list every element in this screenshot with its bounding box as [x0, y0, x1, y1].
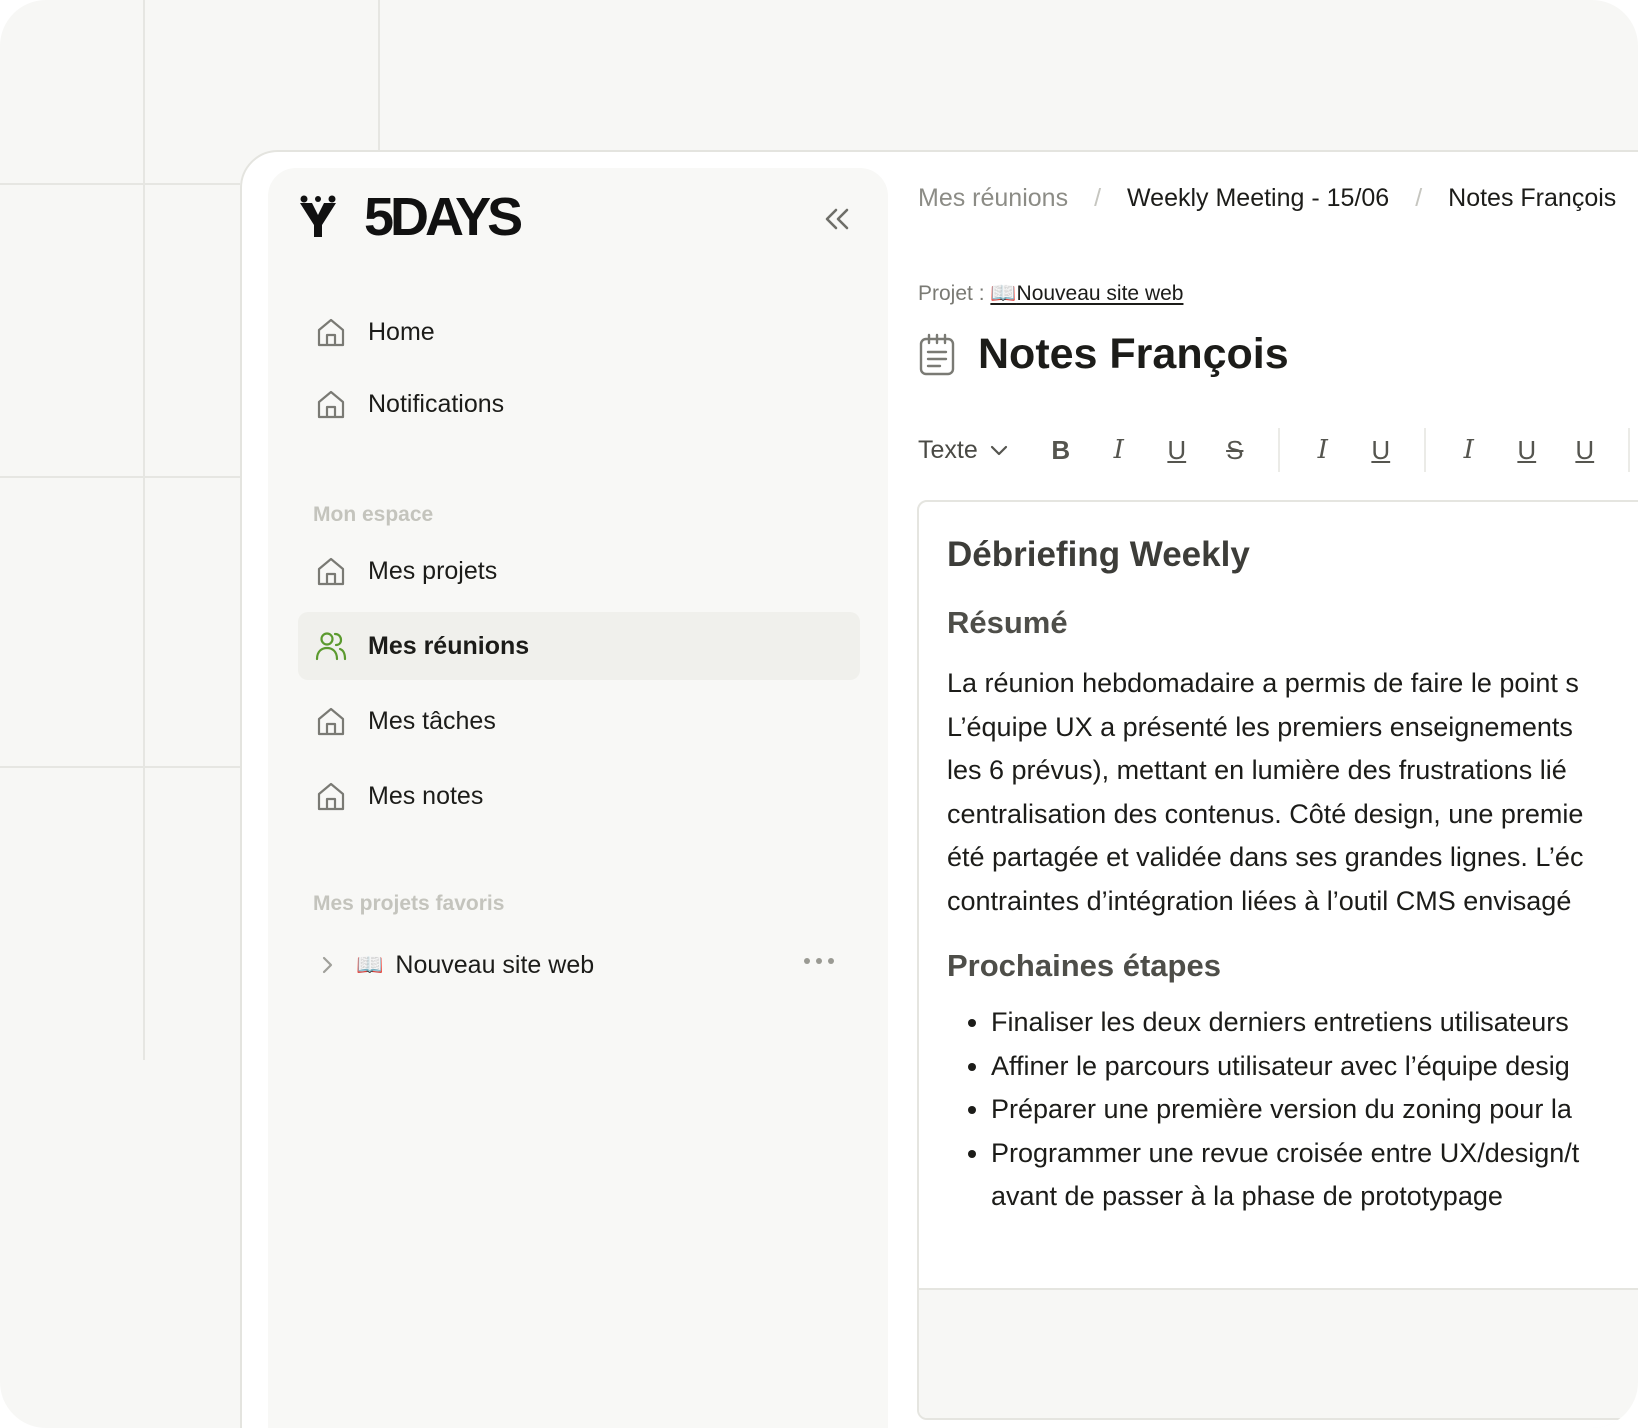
- formatting-toolbar: [918, 428, 1638, 472]
- summary-line: les 6 prévus), mettant en lumière des frustrations lié: [947, 755, 1567, 785]
- strikethrough-button[interactable]: S: [1226, 434, 1244, 465]
- breadcrumb: [918, 184, 1616, 213]
- home-icon: [314, 779, 348, 813]
- favorite-project-label: Nouveau site web: [395, 950, 595, 979]
- sidebar-item-label: Notifications: [368, 389, 505, 418]
- grid-line: [378, 0, 380, 150]
- note-editor[interactable]: [917, 500, 1638, 1420]
- project-link-label: Nouveau site web: [1016, 282, 1184, 305]
- chevron-down-icon: [986, 440, 1012, 460]
- toolbar-divider: [1424, 428, 1426, 472]
- home-icon: [314, 315, 348, 349]
- chevron-right-icon[interactable]: [312, 954, 342, 976]
- sidebar-item-mes-projets[interactable]: [298, 537, 860, 605]
- italic-button[interactable]: I: [1113, 435, 1124, 465]
- summary-line: centralisation des contenus. Côté design, une premie: [947, 798, 1584, 829]
- sidebar-item-label: Mes tâches: [368, 706, 496, 735]
- favorite-project-item[interactable]: [312, 940, 852, 990]
- bold-button[interactable]: B: [1051, 434, 1071, 465]
- section-label-mon-espace: Mon espace: [313, 503, 434, 526]
- page-title: Notes François: [978, 330, 1289, 378]
- grid-line: [0, 183, 240, 185]
- project-link[interactable]: [990, 282, 1183, 305]
- sidebar-item-label: Mes notes: [368, 781, 484, 810]
- summary-paragraph: [947, 662, 1638, 923]
- section-label-favoris: Mes projets favoris: [313, 892, 505, 915]
- project-prefix: Projet :: [918, 282, 985, 305]
- grid-line: [0, 476, 240, 478]
- summary-line: été partagée et validée dans ses grandes lignes. L’éc: [947, 842, 1584, 872]
- sidebar-item-mes-notes[interactable]: [298, 762, 860, 830]
- grid-line: [143, 0, 145, 1060]
- breadcrumb-separator: /: [1415, 184, 1423, 212]
- underline-button[interactable]: U: [1167, 434, 1187, 465]
- sidebar-item-label: Mes réunions: [368, 631, 530, 660]
- list-item: • Affiner le parcours utilisateur avec l’équipe desig: [991, 1045, 1638, 1089]
- notepad-icon: [918, 333, 956, 377]
- underline-button[interactable]: U: [1517, 434, 1537, 465]
- logo-text: 5DAYS: [364, 187, 520, 247]
- logo-mark-icon: [296, 195, 342, 239]
- more-options-icon[interactable]: [804, 958, 834, 964]
- chevrons-left-icon: [820, 202, 854, 236]
- breadcrumb-item-current: Notes François: [1448, 184, 1617, 212]
- italic-button[interactable]: I: [1317, 435, 1328, 465]
- sidebar-item-mes-taches[interactable]: [298, 687, 860, 755]
- sidebar-item-home[interactable]: [298, 298, 860, 366]
- list-item: • Préparer une première version du zoning pour la: [991, 1088, 1638, 1132]
- summary-heading: Résumé: [947, 605, 1068, 640]
- list-item-text: avant de passer à la phase de prototypage: [991, 1181, 1503, 1211]
- editor-content: [947, 530, 1638, 1219]
- editor-footer: [919, 1288, 1638, 1418]
- italic-button[interactable]: I: [1463, 435, 1474, 465]
- project-reference: [918, 282, 1183, 306]
- book-icon: 📖: [356, 952, 384, 977]
- next-steps-list: [947, 1001, 1638, 1219]
- next-steps-heading: Prochaines étapes: [947, 948, 1221, 983]
- breadcrumb-separator: /: [1094, 184, 1102, 212]
- page-header: [918, 330, 1289, 379]
- document-heading: Débriefing Weekly: [947, 535, 1250, 574]
- grid-line: [0, 766, 240, 768]
- book-icon: 📖: [990, 282, 1017, 305]
- sidebar-item-label: Mes projets: [368, 556, 498, 585]
- toolbar-divider: [1278, 428, 1280, 472]
- underline-button[interactable]: U: [1575, 434, 1595, 465]
- sidebar-item-label: Home: [368, 317, 435, 346]
- sidebar-item-notifications[interactable]: [298, 370, 860, 438]
- collapse-sidebar-button[interactable]: [820, 202, 854, 236]
- home-icon: [314, 387, 348, 421]
- underline-button[interactable]: U: [1371, 434, 1391, 465]
- summary-line: contraintes d’intégration liées à l’outil CMS envisagé: [947, 885, 1572, 916]
- breadcrumb-item[interactable]: Weekly Meeting - 15/06: [1127, 184, 1390, 212]
- list-item-text: Programmer une revue croisée entre UX/design/t: [991, 1137, 1580, 1168]
- summary-line: L’équipe UX a présenté les premiers enseignements: [947, 711, 1573, 742]
- home-icon: [314, 554, 348, 588]
- list-item: • Finaliser les deux derniers entretiens utilisateurs: [991, 1001, 1638, 1045]
- toolbar-divider: [1628, 428, 1630, 472]
- text-style-select[interactable]: [918, 436, 1012, 465]
- list-item: [991, 1132, 1638, 1219]
- logo[interactable]: [296, 187, 520, 247]
- text-style-value: Texte: [918, 435, 978, 464]
- breadcrumb-item[interactable]: Mes réunions: [918, 184, 1069, 212]
- users-icon: [314, 629, 348, 663]
- sidebar-item-mes-reunions[interactable]: [298, 612, 860, 680]
- summary-line: La réunion hebdomadaire a permis de faire le point s: [947, 668, 1579, 698]
- home-icon: [314, 704, 348, 738]
